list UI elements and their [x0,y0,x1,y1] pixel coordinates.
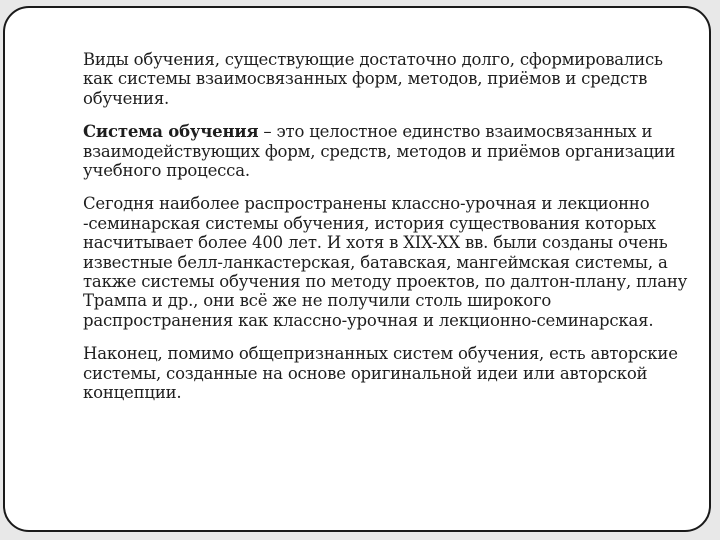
paragraph-history [83,194,693,330]
paragraph-conclusion-text: Наконец, помимо общепризнанных систем обучения, есть авторские системы, созданные на основе оригинальной идеи или авторской концепции. [83,344,678,403]
paragraph-intro [83,50,693,108]
paragraph-history-text: Сегодня наиболее распространены классно-урочная и лекционно -семинарская системы обучения, история существования которых насчитывает более 400 лет. И хотя в XIX-XX вв. были созданы очень известные белл-ланкастерская, батавская, мангеймская системы, а также системы обучения по методу проектов, по далтон-плану, плану Трампа и др., они всё же не получили столь широкого распространения как классно-урочная и лекционно-семинарская. [83,194,688,330]
definition-term: Система обучения [83,122,259,142]
slide [3,6,711,532]
slide-body [83,50,693,417]
paragraph-conclusion [83,344,693,402]
paragraph-definition [83,122,693,180]
paragraph-intro-text: Виды обучения, существующие достаточно долго, сформировались как системы взаимосвязанных форм, методов, приёмов и средств обучения. [83,50,663,108]
definition-text: – это целостное единство взаимосвязанных и взаимодействующих форм, средств, методов и приёмов организации учебного процесса. [83,122,676,181]
